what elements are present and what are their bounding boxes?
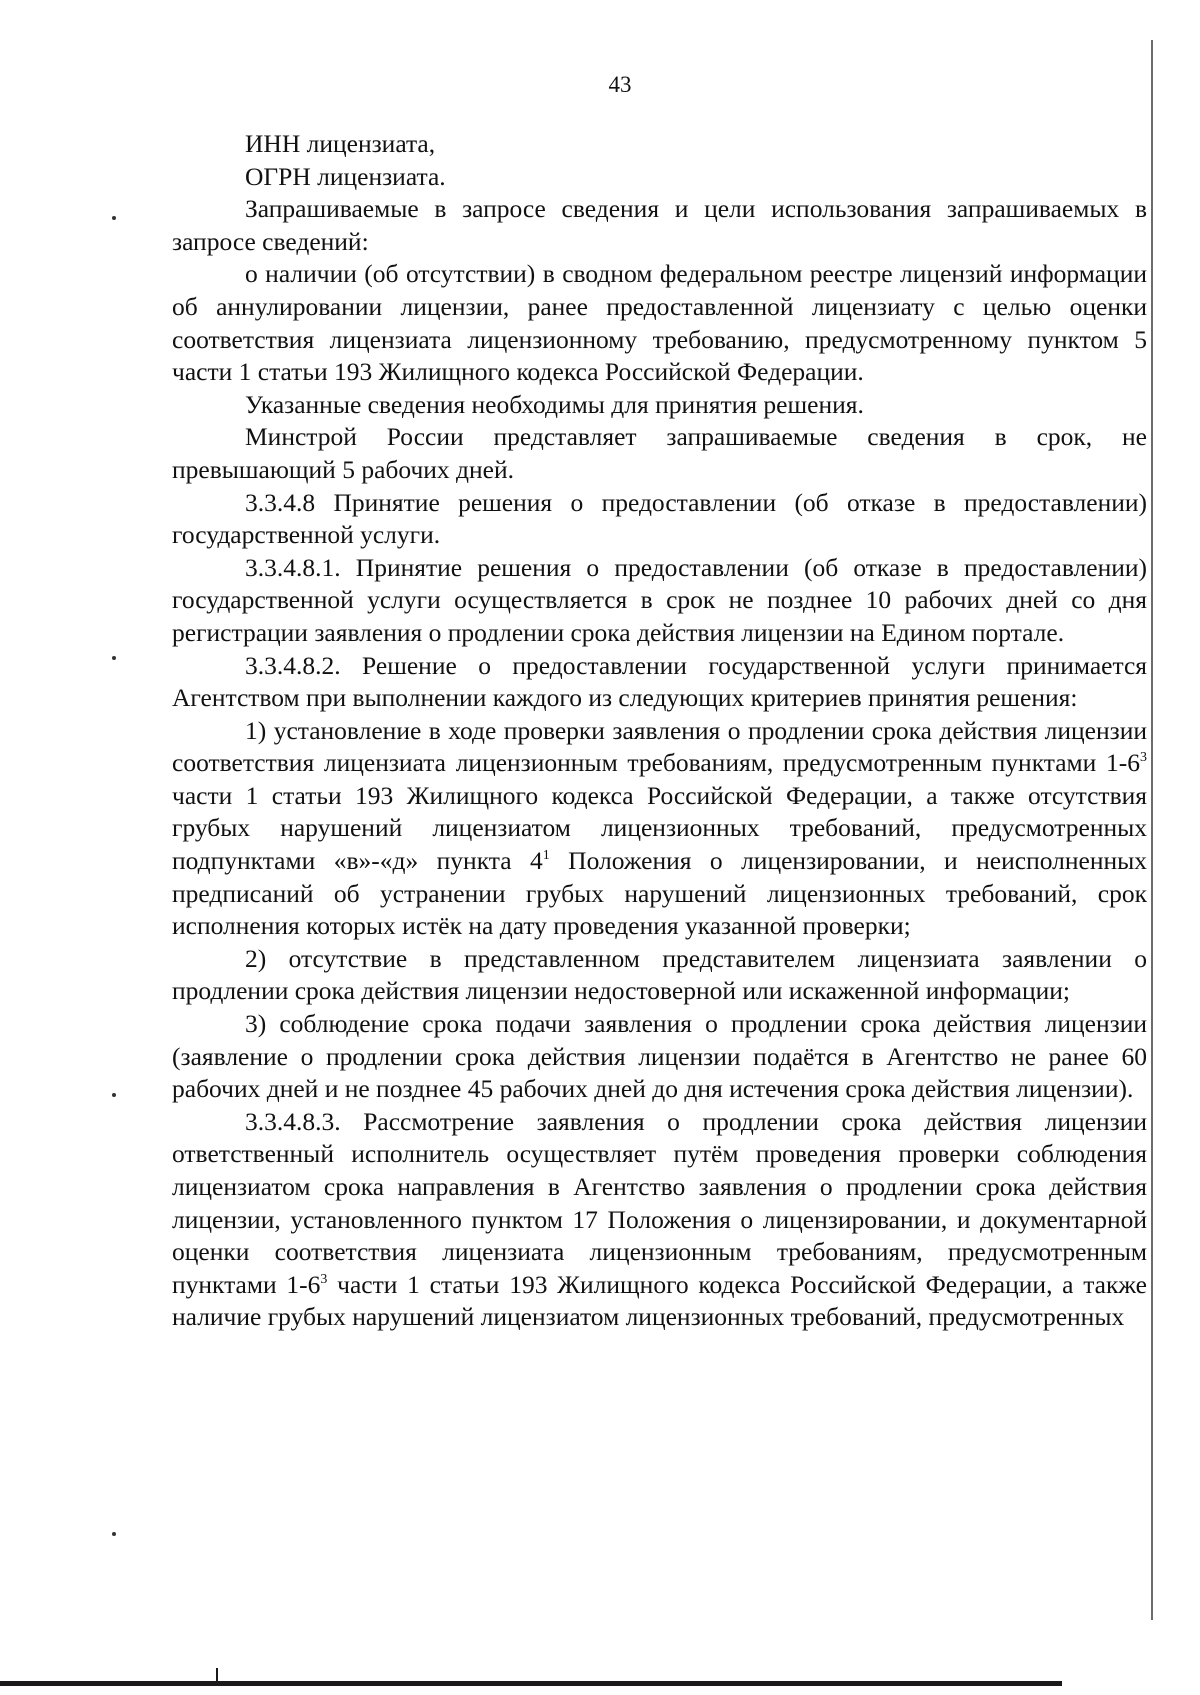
paragraph-3-3-4-8-3: [172, 1106, 1147, 1334]
paragraph-inn: ИНН лицензиата,: [245, 129, 436, 158]
document-body: [172, 128, 1147, 1334]
scan-edge-line: [1151, 40, 1153, 1620]
paragraph-criterion-1: [172, 715, 1147, 943]
paragraph-minstroy: Минстрой России представляет запрашиваемые сведения в срок, не превышающий 5 рабочих дней.: [172, 422, 1147, 484]
margin-dot: [112, 1532, 116, 1536]
paragraph-license-registry: о наличии (об отсутствии) в сводном федеральном реестре лицензий информации об аннулировании лицензии, ранее предоставленной лицензиату с целью оценки соответствия лицензиата лицензионному требованию, предусмотренному пунктом 5 части 1 статьи 193 Жилищного кодекса Российской Федерации.: [172, 259, 1147, 387]
footer-tick: [216, 1668, 218, 1682]
paragraph-3-3-4-8-3-superscript-3: 3: [320, 1271, 328, 1287]
paragraph-info-needed: Указанные сведения необходимы для принятия решения.: [245, 389, 864, 419]
criterion-1-text-a: 1) установление в ходе проверки заявления о продлении срока действия лицензии соответствия лицензиата лицензионным требованиям, предусмотренным пунктами 1-6: [172, 715, 1147, 778]
page-number: 43: [608, 72, 632, 97]
margin-dot: [112, 216, 116, 220]
margin-dot: [112, 1093, 116, 1097]
paragraph-3-3-4-8-3-text-a: 3.3.4.8.3. Рассмотрение заявления о продлении срока действия лицензии ответственный исполнитель осуществляет путём проведения проверки соблюдения лицензиатом срока направления в Агентство заявления о продлении срока действия лицензии, установленного пунктом 17 Положения о лицензировании, и документарной оценки соответствия лицензиата лицензионным требованиям, предусмотренным пунктами 1-6: [172, 1106, 1147, 1299]
paragraph-criterion-3: 3) соблюдение срока подачи заявления о продлении срока действия лицензии (заявление о продлении срока действия лицензии подаётся в Агентство не ранее 60 рабочих дней и не позднее 45 рабочих дней до дня истечения срока действия лицензии).: [172, 1009, 1147, 1104]
criterion-1-text-c: Положения о лицензировании, и неисполненных предписаний об устранении грубых нарушений лицензионных требований, срок исполнения которых истёк на дату проведения указанной проверки;: [172, 846, 1147, 941]
criterion-1-superscript-3: 3: [1140, 750, 1147, 766]
paragraph-3-3-4-8-3-text-b: части 1 статьи 193 Жилищного кодекса Российской Федерации, а также наличие грубых нарушений лицензиатом лицензионных требований, предусмотренных: [172, 1269, 1147, 1332]
margin-dot: [112, 656, 116, 660]
paragraph-criterion-2: 2) отсутствие в представленном представителем лицензиата заявлении о продлении срока действия лицензии недостоверной или искаженной информации;: [172, 943, 1147, 1006]
paragraph-3-3-4-8-2: 3.3.4.8.2. Решение о предоставлении государственной услуги принимается Агентством при выполнении каждого из следующих критериев принятия решения:: [172, 650, 1147, 713]
criterion-1-superscript-1: 1: [542, 848, 550, 864]
paragraph-3-3-4-8-1: 3.3.4.8.1. Принятие решения о предоставлении (об отказе в предоставлении) государственной услуги осуществляется в срок не позднее 10 рабочих дней со дня регистрации заявления о продлении срока действия лицензии на Едином портале.: [172, 552, 1147, 647]
footer-rule: [0, 1681, 1062, 1686]
paragraph-requested-info: Запрашиваемые в запросе сведения и цели использования запрашиваемых в запросе сведений:: [172, 194, 1147, 256]
criterion-1-text-b: части 1 статьи 193 Жилищного кодекса Российской Федерации, а также отсутствия грубых нарушений лицензиатом лицензионных требований, предусмотренных подпунктами «в»-«д» пункта 4: [172, 780, 1147, 876]
paragraph-ogrn: ОГРН лицензиата.: [245, 161, 446, 191]
paragraph-3-3-4-8: 3.3.4.8 Принятие решения о предоставлении (об отказе в предоставлении) государственной услуги.: [172, 487, 1147, 550]
